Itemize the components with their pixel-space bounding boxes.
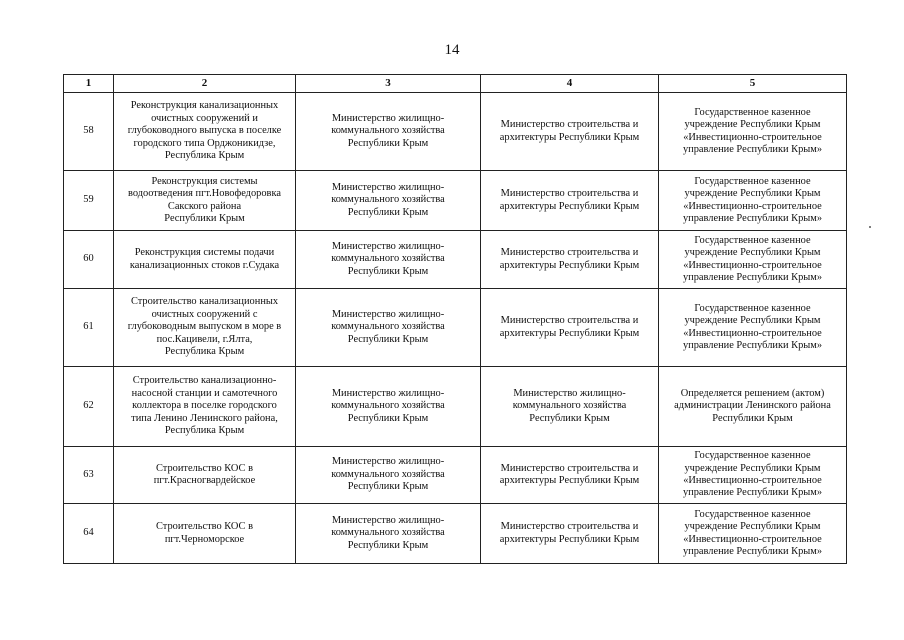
object-name-cell: Строительство канализационных очистных сооружений с глубоководным выпуском в море в пос.Кацивели, г.Ялта, Республика Крым — [114, 289, 296, 367]
ministry-cell: Министерство строительства и архитектуры Республики Крым — [481, 447, 659, 504]
row-number: 58 — [64, 93, 114, 171]
table-row — [64, 367, 847, 447]
page-number: 14 — [444, 42, 460, 58]
ministry-cell: Министерство строительства и архитектуры Республики Крым — [481, 93, 659, 171]
table-row — [64, 93, 847, 171]
developer-cell: Государственное казенное учреждение Республики Крым «Инвестиционно-строительное управление Республики Крым» — [659, 289, 847, 367]
row-number: 61 — [64, 289, 114, 367]
customer-cell: Министерство жилищно- коммунального хозяйства Республики Крым — [296, 171, 481, 231]
row-number: 59 — [64, 171, 114, 231]
object-name-cell: Строительство канализационно- насосной станции и самотечного коллектора в поселке городского типа Ленино Ленинского района, Республика Крым — [114, 367, 296, 447]
developer-cell: Государственное казенное учреждение Республики Крым «Инвестиционно-строительное управление Республики Крым» — [659, 231, 847, 289]
row-number: 63 — [64, 447, 114, 504]
table-header-row — [64, 75, 847, 93]
row-number: 62 — [64, 367, 114, 447]
table-row — [64, 171, 847, 231]
row-number: 64 — [64, 504, 114, 564]
table-row — [64, 504, 847, 564]
object-name-cell: Реконструкция системы подачи канализационных стоков г.Судака — [114, 231, 296, 289]
customer-cell: Министерство жилищно- коммунального хозяйства Республики Крым — [296, 93, 481, 171]
developer-cell: Государственное казенное учреждение Республики Крым «Инвестиционно-строительное управление Республики Крым» — [659, 504, 847, 564]
table-row — [64, 231, 847, 289]
column-header-2: 2 — [114, 75, 296, 93]
customer-cell: Министерство жилищно- коммунального хозяйства Республики Крым — [296, 447, 481, 504]
developer-cell: Государственное казенное учреждение Республики Крым «Инвестиционно-строительное управление Республики Крым» — [659, 447, 847, 504]
customer-cell: Министерство жилищно- коммунального хозяйства Республики Крым — [296, 367, 481, 447]
ministry-cell: Министерство строительства и архитектуры Республики Крым — [481, 231, 659, 289]
ministry-cell: Министерство жилищно- коммунального хозяйства Республики Крым — [481, 367, 659, 447]
object-name-cell: Реконструкция системы водоотведения пгт.Новофедоровка Сакского района Республики Крым — [114, 171, 296, 231]
document-table — [63, 74, 847, 564]
column-header-3: 3 — [296, 75, 481, 93]
column-header-1: 1 — [64, 75, 114, 93]
scan-speck — [869, 226, 871, 228]
table-row — [64, 289, 847, 367]
table-row — [64, 447, 847, 504]
object-name-cell: Строительство КОС в пгт.Черноморское — [114, 504, 296, 564]
column-header-5: 5 — [659, 75, 847, 93]
customer-cell: Министерство жилищно- коммунального хозяйства Республики Крым — [296, 289, 481, 367]
developer-cell: Государственное казенное учреждение Республики Крым «Инвестиционно-строительное управление Республики Крым» — [659, 93, 847, 171]
object-name-cell: Реконструкция канализационных очистных сооружений и глубоководного выпуска в поселке городского типа Орджоникидзе, Республика Крым — [114, 93, 296, 171]
ministry-cell: Министерство строительства и архитектуры Республики Крым — [481, 289, 659, 367]
developer-cell: Определяется решением (актом) администрации Ленинского района Республики Крым — [659, 367, 847, 447]
column-header-4: 4 — [481, 75, 659, 93]
customer-cell: Министерство жилищно- коммунального хозяйства Республики Крым — [296, 231, 481, 289]
row-number: 60 — [64, 231, 114, 289]
object-name-cell: Строительство КОС в пгт.Красногвардейское — [114, 447, 296, 504]
customer-cell: Министерство жилищно- коммунального хозяйства Республики Крым — [296, 504, 481, 564]
developer-cell: Государственное казенное учреждение Республики Крым «Инвестиционно-строительное управление Республики Крым» — [659, 171, 847, 231]
ministry-cell: Министерство строительства и архитектуры Республики Крым — [481, 171, 659, 231]
ministry-cell: Министерство строительства и архитектуры Республики Крым — [481, 504, 659, 564]
